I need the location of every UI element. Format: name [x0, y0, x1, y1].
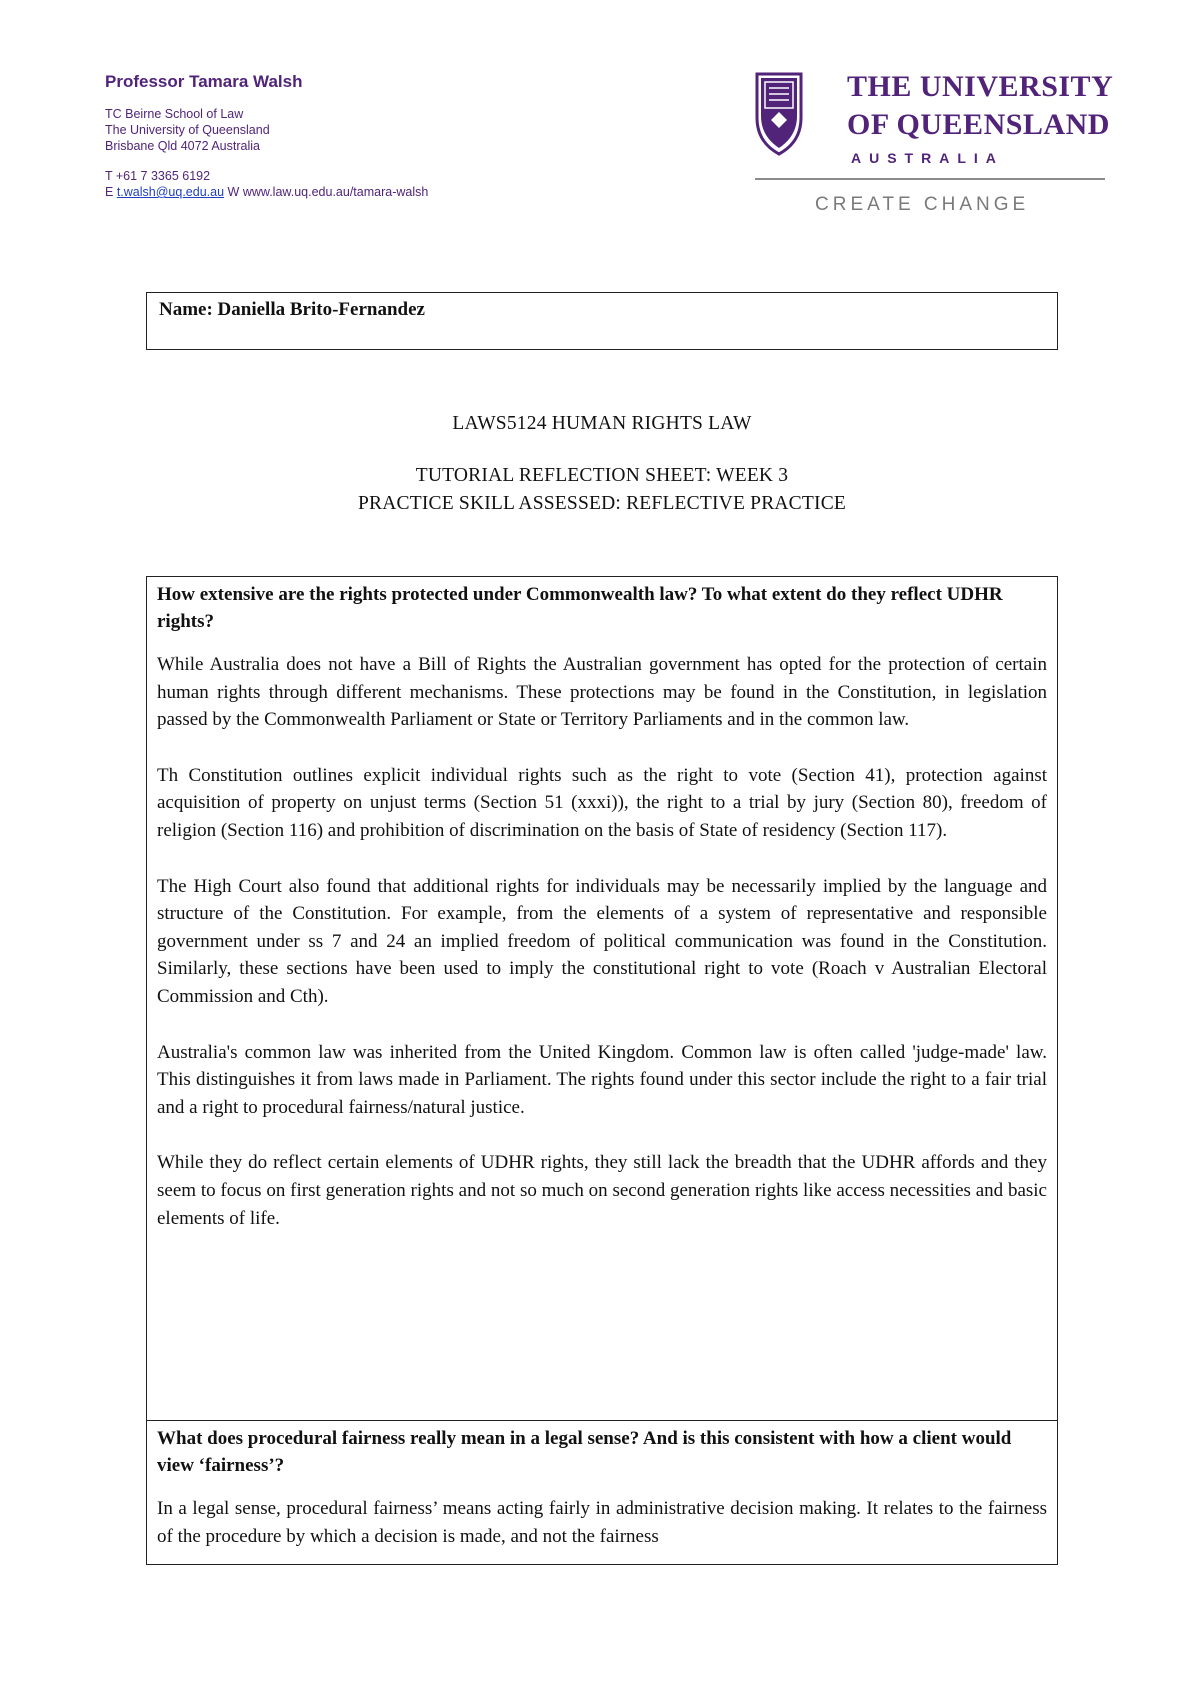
- sender-contact-line: [105, 184, 428, 200]
- student-name-box: [146, 292, 1058, 350]
- sender-block: [105, 72, 428, 200]
- section-2-paragraph-1: In a legal sense, procedural fairness’ means acting fairly in administrative decision making. It relates to the fairness of the procedure by which a decision is made, and not the fairness: [157, 1498, 1047, 1547]
- logo-line-2: OF QUEENSLAND: [847, 108, 1110, 141]
- section-1-paragraph-4: Australia's common law was inherited from the United Kingdom. Common law is often called 'judge-made' law. This distinguishes it from laws made in Parliament. The rights found under this sector include the right to a fair trial and a right to procedural fairness/natural justice.: [157, 1041, 1047, 1118]
- section-2: [147, 1420, 1057, 1565]
- section-1-paragraph-5: While they do reflect certain elements of UDHR rights, they still lack the breadth that the UDHR affords and they seem to focus on first generation rights and not so much on second generation rights like access necessities and basic elements of life.: [157, 1152, 1047, 1229]
- crest-icon: [755, 72, 803, 156]
- reflection-table: [146, 576, 1058, 1565]
- document-titles: [146, 410, 1058, 518]
- section-1-paragraph-1: While Australia does not have a Bill of Rights the Australian government has opted for the protection of certain human rights through different mechanisms. These protections may be found in the Constitution, in legislation passed by the Commonwealth Parliament or State or Territory Parliaments and in the common law.: [157, 654, 1047, 731]
- title-spacer: [146, 438, 1058, 462]
- section-1-paragraph-2: Th Constitution outlines explicit individual rights such as the right to vote (Section 41), protection against acquisition of property on unjust terms (Section 51 (xxxi)), the right to a trial by jury (Section 80), freedom of religion (Section 116) and prohibition of discrimination on the basis of State of residency (Section 117).: [157, 764, 1047, 841]
- logo-tagline: CREATE CHANGE: [815, 194, 1030, 215]
- sender-school: TC Beirne School of Law: [105, 107, 244, 121]
- email-prefix: E: [105, 185, 114, 199]
- logo-line-1: THE UNIVERSITY: [847, 70, 1114, 103]
- logo-country: AUSTRALIA: [851, 150, 1004, 166]
- sender-spacer: [105, 154, 428, 168]
- sheet-title: TUTORIAL REFLECTION SHEET: WEEK 3: [415, 465, 789, 486]
- sender-university: The University of Queensland: [105, 123, 270, 137]
- section-1-question: How extensive are the rights protected under Commonwealth law? To what extent do they reflect UDHR rights?: [157, 584, 1003, 632]
- section-2-question: What does procedural fairness really mean in a legal sense? And is this consistent with how a client would view ‘fairness’?: [157, 1428, 1012, 1476]
- email-link[interactable]: t.walsh@uq.edu.au: [116, 185, 225, 199]
- web-address: www.law.uq.edu.au/tamara-walsh: [242, 185, 429, 199]
- sender-name: Professor Tamara Walsh: [105, 72, 303, 91]
- logo-divider: [755, 178, 1105, 180]
- sender-phone: T +61 7 3365 6192: [105, 169, 211, 183]
- section-1-paragraph-3: The High Court also found that additional rights for individuals may be necessarily implied by the language and structure of the Constitution. For example, from the elements of a system of representative and responsible government under ss 7 and 24 an implied freedom of political communication was found in the Constitution. Similarly, these sections have been used to imply the constitutional right to vote (Roach v Australian Electoral Commission and Cth).: [157, 875, 1047, 1007]
- course-title: LAWS5124 HUMAN RIGHTS LAW: [452, 413, 752, 434]
- section-1: [147, 577, 1057, 1420]
- student-name: Name: Daniella Brito-Fernandez: [159, 299, 425, 320]
- web-prefix: W: [227, 185, 240, 199]
- university-logo: [755, 70, 1114, 220]
- sender-address: Brisbane Qld 4072 Australia: [105, 139, 260, 153]
- skill-title: PRACTICE SKILL ASSESSED: REFLECTIVE PRACTICE: [357, 493, 847, 514]
